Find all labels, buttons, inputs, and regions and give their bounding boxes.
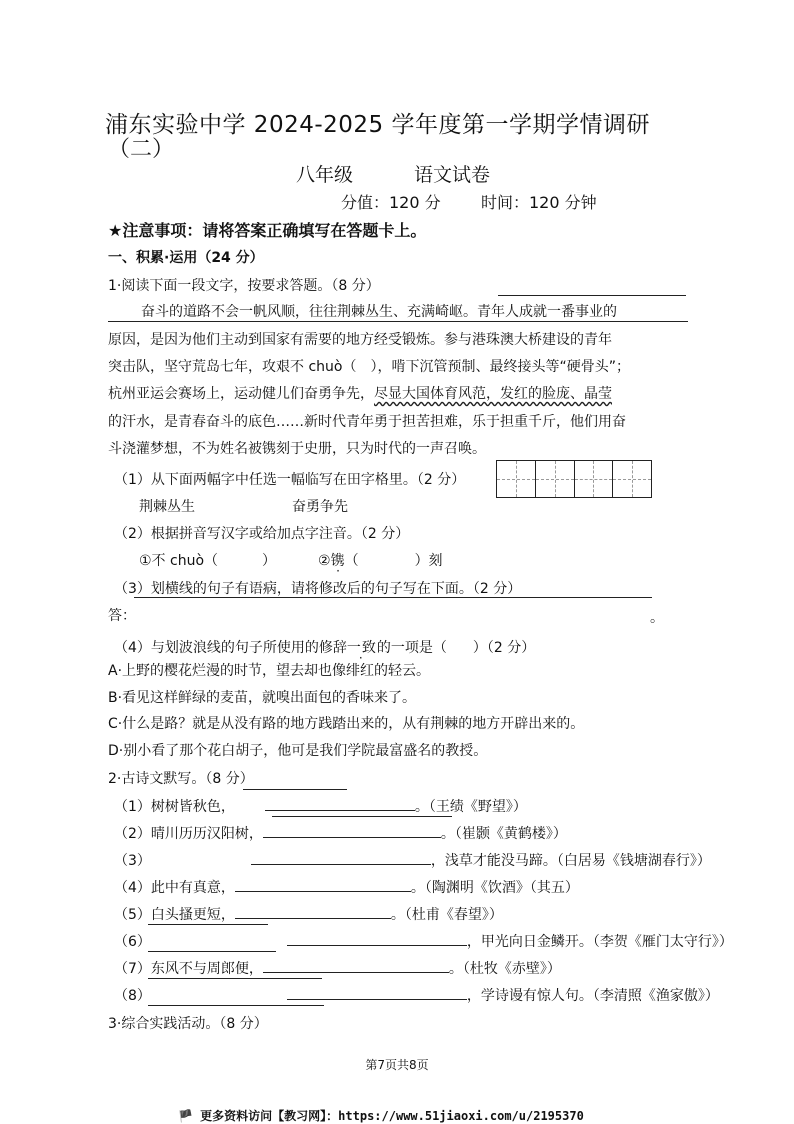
resource-link[interactable]: 🏴 更多资料访问【教习网】：https://www.51jiaoxi.com/u/2195370 <box>178 1109 584 1123</box>
answer-end: 。 <box>650 610 664 626</box>
poem-item <box>114 958 561 978</box>
passage-line-1 <box>108 301 617 321</box>
poem-text: 树树皆秋色， <box>150 799 235 815</box>
grid-cell[interactable] <box>497 461 536 497</box>
paren: ） <box>262 553 277 569</box>
underline-segment <box>243 789 347 790</box>
question-text: ）（2 分） <box>472 640 536 656</box>
q1-prompt: 1·阅读下面一段文字，按要求答题。（8 分） <box>108 278 380 294</box>
poem-source: ，浅草才能没马蹄。（白居易《钱塘湖春行》） <box>430 853 711 869</box>
poem-item <box>114 985 719 1005</box>
grid-cell[interactable] <box>575 461 614 497</box>
poem-source: 。（崔颢《黄鹤楼》） <box>440 826 567 842</box>
answer-blank[interactable] <box>251 864 431 865</box>
passage-line-2: 原因，是因为他们主动到国家有需要的地方经受锻炼。参与港珠澳大桥建设的青年 <box>108 332 612 348</box>
notice: ★注意事项：请将答案正确填写在答题卡上。 <box>108 221 427 240</box>
q1-sub1: （1）从下面两幅字中任选一幅临写在田字格里。（2 分） <box>114 472 466 488</box>
score-label: 分值：120 分 <box>341 193 441 212</box>
underline-segment <box>148 978 322 979</box>
passage-line-3 <box>108 356 630 376</box>
passage-text: 杭州亚运会赛场上，运动健儿们奋勇争先， <box>108 386 374 402</box>
word-option-a: 荆棘丛生 <box>139 499 195 515</box>
passage-text: ），啃下沉管预制、最终接头等“硬骨头”； <box>370 359 630 375</box>
grid-cell[interactable] <box>613 461 651 497</box>
poem-item <box>114 823 567 843</box>
answer-blank[interactable] <box>235 918 391 919</box>
q3-prompt: 3·综合实践活动。（8 分） <box>108 1016 268 1032</box>
underline-segment <box>148 924 268 925</box>
poem-item <box>114 877 579 897</box>
poem-source: 。（杜甫《春望》） <box>390 907 503 923</box>
answer-blank[interactable] <box>235 891 411 892</box>
q1-sub3: （3）划横线的句子有语病，请将修改后的句子写在下面。（2 分） <box>114 581 522 597</box>
answer-blank[interactable] <box>287 945 467 946</box>
q1-sub2: （2）根据拼音写汉字或给加点字注音。（2 分） <box>114 526 410 542</box>
grade-label: 八年级 <box>296 164 354 186</box>
document-title-continued: （二） <box>108 137 175 162</box>
pinyin-item-b <box>318 550 443 570</box>
poem-source: 。（杜牧《赤壁》） <box>448 961 561 977</box>
question-text: 的一项是（ <box>376 640 447 656</box>
dotted-char: 镌 <box>330 553 345 569</box>
wavy-sentence: 尽显大国体育风范，发红的脸庞、晶莹 <box>374 386 612 402</box>
dotted-word: 一致 <box>346 640 377 656</box>
item-number: （1） <box>114 799 151 815</box>
subject-label: 语文试卷 <box>414 164 491 186</box>
poem-text: 晴川历历汉阳树， <box>150 826 263 842</box>
passage-line-4 <box>108 383 612 403</box>
underlined-sentence: 奋斗的道路不会一帆风顺，往往荆棘丛生、充满崎岖。 <box>141 304 477 320</box>
option-b: B·看见这样鲜绿的麦苗，就嗅出面包的香味来了。 <box>108 690 417 706</box>
poem-text: 此中有真意， <box>150 880 235 896</box>
poem-text: 白头搔更短， <box>150 907 235 923</box>
answer-blank[interactable] <box>263 837 441 838</box>
paren: （ <box>344 553 359 569</box>
item-number: ② <box>318 553 331 569</box>
item-number: （2） <box>114 826 151 842</box>
poem-text: 东风不与周郎便， <box>150 961 263 977</box>
answer-blank[interactable] <box>265 810 415 811</box>
underline-segment <box>148 1005 324 1006</box>
passage-text: 突击队，坚守荒岛七年，攻艰不 chuò（ <box>108 359 357 375</box>
grid-cell[interactable] <box>536 461 575 497</box>
option-d: D·别小看了那个花白胡子，他可是我们学院最富盛名的教授。 <box>108 743 488 759</box>
section-heading: 一、积累·运用（24 分） <box>108 250 264 266</box>
word-option-b: 奋勇争先 <box>292 499 348 515</box>
item-number: （8） <box>114 988 151 1004</box>
poem-source: ，学诗谩有惊人句。（李清照《渔家傲》） <box>466 988 719 1004</box>
paren: ）刻 <box>414 553 443 569</box>
item-number: （7） <box>114 961 151 977</box>
item-number: （3） <box>114 853 151 869</box>
item-number: （6） <box>114 934 151 950</box>
passage-line-6: 斗浇灌梦想，不为姓名被镌刻于史册，只为时代的一声召唤。 <box>108 441 486 457</box>
underline-segment <box>272 816 452 817</box>
poem-source: 。（王绩《野望》） <box>414 799 527 815</box>
passage-line-5: 的汗水，是青春奋斗的底色……新时代青年勇于担苦担难，乐于担重千斤，他们用奋 <box>108 414 626 430</box>
underline-segment <box>148 951 276 952</box>
underline-segment <box>498 295 686 296</box>
poem-item <box>114 931 733 951</box>
underline-segment <box>108 321 688 322</box>
answer-label: 答： <box>108 608 136 624</box>
q2-prompt: 2·古诗文默写。（8 分） <box>108 771 254 787</box>
document-title: 浦东实验中学 2024-2025 学年度第一学期学情调研 <box>105 112 650 138</box>
poem-item <box>114 904 503 924</box>
poem-item <box>114 850 711 870</box>
item-number: （4） <box>114 880 151 896</box>
poem-source: ，甲光向日金鳞开。（李贺《雁门太守行》） <box>466 934 733 950</box>
pinyin-item-a <box>139 550 276 570</box>
pinyin-text: ①不 chuò（ <box>139 553 219 569</box>
tianzige-grid[interactable] <box>496 460 652 498</box>
option-c: C·什么是路？就是从没有路的地方践踏出来的，从有荆棘的地方开辟出来的。 <box>108 716 585 732</box>
time-label: 时间：120 分钟 <box>481 193 597 212</box>
answer-blank[interactable] <box>263 972 449 973</box>
poem-source: 。（陶渊明《饮酒》（其五） <box>410 880 579 896</box>
option-a: A·上野的樱花烂漫的时节，望去却也像绯红的轻云。 <box>108 663 431 679</box>
poem-item <box>114 796 527 816</box>
passage-text: 青年人成就一番事业的 <box>477 304 617 320</box>
answer-blank[interactable] <box>287 999 467 1000</box>
answer-line[interactable] <box>134 597 652 598</box>
item-number: （5） <box>114 907 151 923</box>
question-text: （4）与划波浪线的句子所使用的修辞 <box>114 640 347 656</box>
page-number: 第7页共8页 <box>365 1058 429 1072</box>
q1-sub4 <box>114 637 535 657</box>
